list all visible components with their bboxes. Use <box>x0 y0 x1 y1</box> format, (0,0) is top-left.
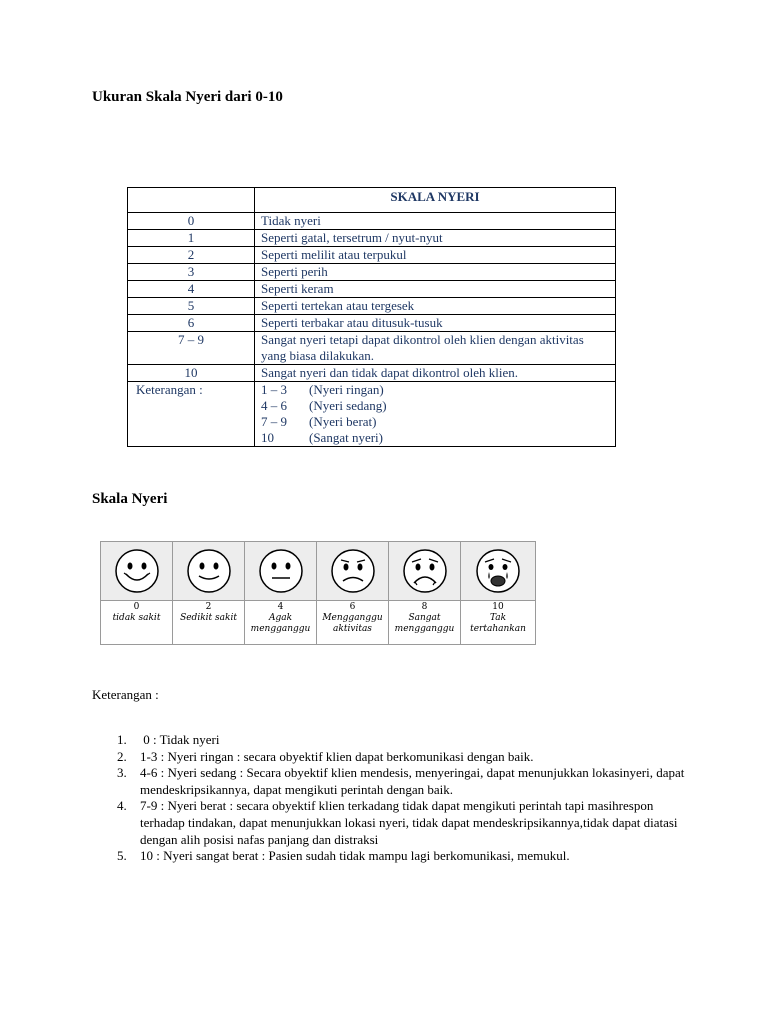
scale-description: Seperti terbakar atau ditusuk-tusuk <box>255 315 616 332</box>
scale-number: 10 <box>128 365 255 382</box>
scale-number: 6 <box>128 315 255 332</box>
scale-number: 0 <box>128 213 255 230</box>
legend-item <box>261 414 609 430</box>
legend-cell <box>255 382 616 447</box>
faces-pain-scale <box>100 541 536 645</box>
scale-description: Seperti gatal, tersetrum / nyut-nyut <box>255 230 616 247</box>
scale-description: Seperti tertekan atau tergesek <box>255 298 616 315</box>
legend-text: (Nyeri ringan) <box>309 382 384 397</box>
list-item <box>92 848 692 865</box>
list-number: 5. <box>117 848 127 864</box>
face-label: Sedikit sakit <box>180 613 237 623</box>
face-label: tidak sakit <box>112 613 161 623</box>
page-title: Ukuran Skala Nyeri dari 0-10 <box>92 89 283 105</box>
face-number: 0 <box>133 602 140 612</box>
legend-range: 4 – 6 <box>261 398 287 413</box>
face-cell <box>317 542 389 644</box>
scale-number: 1 <box>128 230 255 247</box>
face-label: mengganggu <box>250 624 311 634</box>
face-label: Mengganggu <box>322 613 383 623</box>
list-number: 2. <box>117 748 127 764</box>
table-row <box>128 315 616 332</box>
scale-number: 3 <box>128 264 255 281</box>
face-label: Sangat <box>408 613 441 623</box>
face-label: Agak <box>268 613 293 623</box>
scale-number: 4 <box>128 281 255 298</box>
table-legend-row <box>128 382 616 447</box>
face-label: mengganggu <box>394 624 455 634</box>
table-row <box>128 264 616 281</box>
list-item <box>92 749 692 766</box>
face-cell <box>461 542 535 644</box>
section-title: Skala Nyeri <box>92 491 168 507</box>
table-header-row <box>128 188 616 213</box>
scale-number: 5 <box>128 298 255 315</box>
list-text: 0 : Tidak nyeri <box>140 732 220 747</box>
legend-item <box>261 382 609 398</box>
list-number: 1. <box>117 732 127 747</box>
legend-label: Keterangan : <box>128 382 255 447</box>
table-row <box>128 213 616 230</box>
list-text: 10 : Nyeri sangat berat : Pasien sudah tidak mampu lagi berkomunikasi, memukul. <box>140 848 570 864</box>
scale-number: 2 <box>128 247 255 264</box>
table-row <box>128 332 616 365</box>
keterangan-title: Keterangan : <box>92 687 159 702</box>
scale-description: Sangat nyeri tetapi dapat dikontrol oleh klien dengan aktivitas yang biasa dilakukan. <box>255 332 616 365</box>
legend-range: 10 <box>261 430 274 445</box>
legend-text: (Nyeri berat) <box>309 414 377 429</box>
face-number: 2 <box>205 602 212 612</box>
face-number: 10 <box>492 602 504 612</box>
face-cell <box>389 542 461 644</box>
face-cell <box>101 542 173 644</box>
big-smile-face-icon <box>112 546 162 596</box>
legend-text: (Nyeri sedang) <box>309 398 387 413</box>
table-header: SKALA NYERI <box>255 188 616 213</box>
table-row <box>128 298 616 315</box>
legend-text: (Sangat nyeri) <box>309 430 384 445</box>
notes-list <box>92 732 692 865</box>
face-cell <box>245 542 317 644</box>
list-item <box>92 765 692 798</box>
scale-description: Seperti perih <box>255 264 616 281</box>
scale-description: Seperti keram <box>255 281 616 298</box>
list-number: 4. <box>117 798 127 814</box>
list-text: 4-6 : Nyeri sedang : Secara obyektif klien mendesis, menyeringai, dapat menunjukkan lokasinyeri, dapat mendeskripsikannya, dapat mengikuti perintah dengan baik. <box>140 765 685 797</box>
face-label: Tak <box>489 613 507 623</box>
scale-description: Sangat nyeri dan tidak dapat dikontrol oleh klien. <box>255 365 616 382</box>
very-sad-face-icon <box>400 546 450 596</box>
smile-face-icon <box>184 546 234 596</box>
neutral-face-icon <box>256 546 306 596</box>
list-item <box>92 732 692 749</box>
table-row <box>128 247 616 264</box>
face-label: aktivitas <box>333 624 372 634</box>
list-number: 3. <box>117 765 127 781</box>
legend-item <box>261 430 609 446</box>
sad-face-icon <box>328 546 378 596</box>
list-text: 1-3 : Nyeri ringan : secara obyektif klien dapat berkomunikasi dengan baik. <box>140 748 534 764</box>
list-text: 7-9 : Nyeri berat : secara obyektif klien terkadang tidak dapat mengikuti perintah tapi masihrespon terhadap tindakan, dapat menunjukkan lokasi nyeri, tidak dapat mendeskripsikannya,tidak dapat diatasi dengan alih posisi nafas panjang dan distraksi <box>140 798 678 847</box>
scale-number: 7 – 9 <box>128 332 255 365</box>
table-row <box>128 365 616 382</box>
scale-description: Seperti melilit atau terpukul <box>255 247 616 264</box>
face-number: 6 <box>349 602 356 612</box>
table-row <box>128 281 616 298</box>
face-cell <box>173 542 245 644</box>
pain-scale-table <box>127 187 616 447</box>
face-label: tertahankan <box>470 624 526 634</box>
table-row <box>128 230 616 247</box>
table-header-empty-cell <box>128 188 255 213</box>
legend-range: 7 – 9 <box>261 414 287 429</box>
legend-item <box>261 398 609 414</box>
face-number: 4 <box>277 602 284 612</box>
crying-face-icon <box>473 546 523 596</box>
list-item <box>92 798 692 848</box>
scale-description: Tidak nyeri <box>255 213 616 230</box>
legend-range: 1 – 3 <box>261 382 287 397</box>
face-number: 8 <box>421 602 428 612</box>
